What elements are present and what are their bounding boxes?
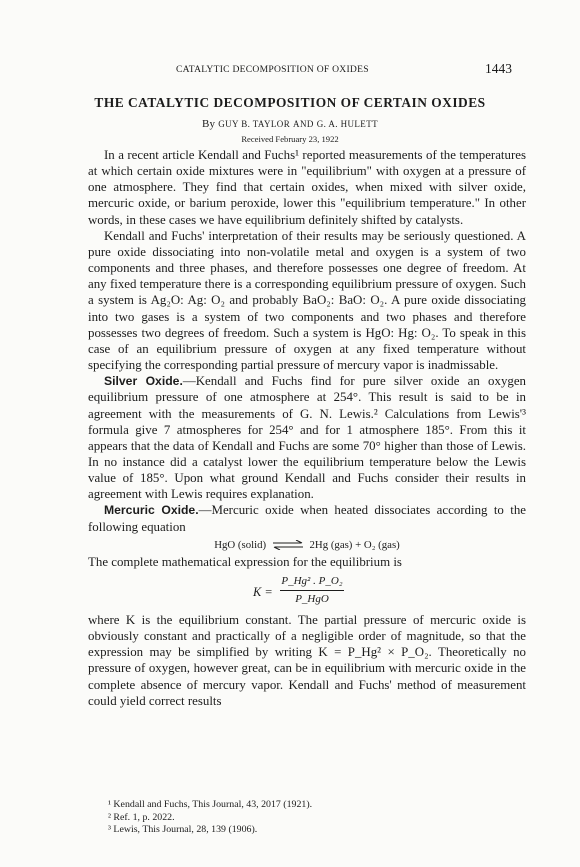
paragraph-intro: In a recent article Kendall and Fuchs¹ reported measurements of the temperatures at which certain oxide mixtures were in "equilibrium" with oxygen at a pressure of one atmosphere. They find that certain oxides, when mixed with silver oxide, mercuric oxide, or barium peroxide, lower this "equilibrium temperature." In other words, in these cases we have equilibrium definitely shifted by catalysts. <box>88 148 526 227</box>
formula-fraction <box>280 573 344 607</box>
byline-and: AND <box>293 119 314 129</box>
section-head-silver-oxide: Silver Oxide. <box>104 374 183 389</box>
footnote-2: ² Ref. 1, p. 2022. <box>108 811 175 823</box>
paragraph-complete-expression: The complete mathematical expression for the equilibrium is <box>88 554 402 569</box>
equation-right: 2Hg (gas) + O₂ (gas) <box>309 538 400 551</box>
formula-denominator: P_HgO <box>295 593 329 606</box>
author-hulett: G. A. HULETT <box>316 119 378 129</box>
paragraph-equilibrium-constant: where K is the equilibrium constant. The partial pressure of mercuric oxide is obviously constant and practically of a negligible order of magnitude, so that the expression may be simplified by writing K = P_Hg² × P_O₂. Theoretically no pressure of oxygen, however great, can be in equilibrium with mercuric oxide in the complete absence of mercury vapor. Kendall and Fuchs' method of measurement could yield correct results <box>88 612 526 708</box>
formula-numerator: P_Hg² . P_O₂ <box>280 573 344 591</box>
silver-oxide-text: —Kendall and Fuchs find for pure silver oxide an oxygen equilibrium pressure of one atmosphere at 254°. This result is said to be in agreement with the measurements of G. N. Lewis.² Calculations from Lewis'³ formula give 7 atmospheres for 254° and for 1 atmosphere 185°. From this it appears that the data of Kendall and Fuchs are some 70° higher than those of Lewis. In no instance did a catalyst lower the equilibrium temperature below the Lewis value of 185°. Upon what ground Kendall and Fuchs consider their results in agreement with Lewis requires explanation. <box>88 374 527 502</box>
received-date: Received February 23, 1922 <box>241 134 339 144</box>
page-number: 1443 <box>485 61 512 76</box>
byline-by: By <box>201 118 216 130</box>
author-taylor: GUY B. TAYLOR <box>218 119 291 129</box>
paragraph-interpretation: Kendall and Fuchs' interpretation of their results may be seriously questioned. A pure oxide dissociating into non-volatile metal and oxygen is a system of two components and three phases, and therefore possesses one degree of freedom. At any fixed temperature there is a corresponding equilibrium pressure of oxygen. Such a system is Ag₂O: Ag: O₂ and probably BaO₂: BaO: O₂. A pure oxide dissociating into two gases is a system of two components and two phases and therefore possesses two degrees of freedom. Such a system is HgO: Hg: O₂. To speak in this case of an equilibrium pressure of oxygen at any fixed temperature without specifying the corresponding partial pressure of mercury vapor is inadmissable. <box>88 228 526 373</box>
mercuric-oxide-text: —Mercuric oxide when heated dissociates according to the following equation <box>88 503 527 534</box>
equilibrium-formula <box>88 572 526 612</box>
formula-lhs: K = <box>253 584 273 599</box>
equation-left: HgO (solid) <box>214 538 267 551</box>
running-head-title: CATALYTIC DECOMPOSITION OF OXIDES <box>176 64 369 75</box>
dissociation-equation <box>88 537 526 551</box>
article-title: THE CATALYTIC DECOMPOSITION OF CERTAIN OXIDES <box>94 95 486 110</box>
paragraph-mercuric-oxide <box>88 502 526 534</box>
footnote-1: ¹ Kendall and Fuchs, This Journal, 43, 2017 (1921). <box>108 799 313 810</box>
byline <box>0 118 580 130</box>
equilibrium-arrow-icon <box>272 540 304 550</box>
footnote-3: ³ Lewis, This Journal, 28, 139 (1906). <box>108 824 258 836</box>
footnotes <box>108 799 508 837</box>
section-head-mercuric-oxide: Mercuric Oxide. <box>104 503 199 518</box>
running-head <box>0 61 580 80</box>
article-body <box>88 147 526 709</box>
paragraph-silver-oxide <box>88 373 526 502</box>
